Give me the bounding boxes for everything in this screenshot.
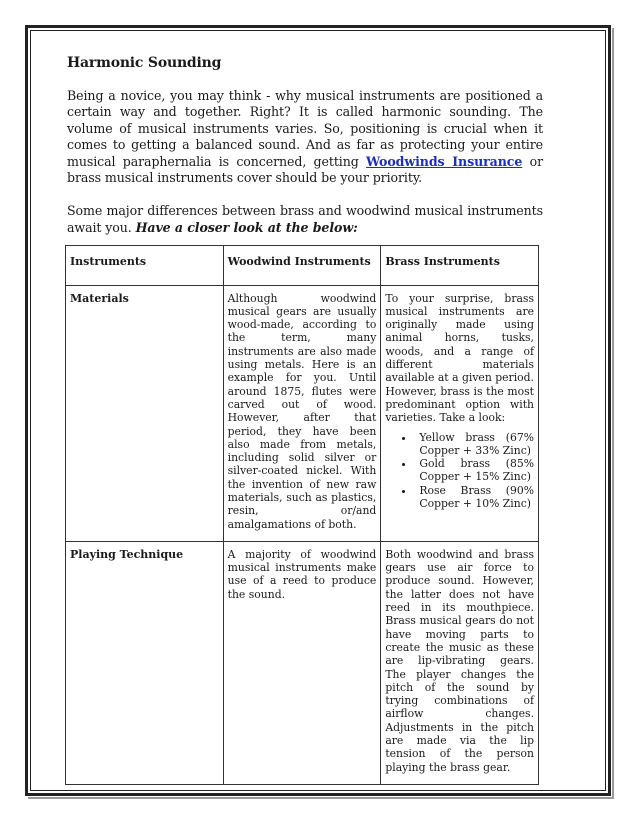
table-row-playing-technique — [66, 541, 539, 784]
document-body — [65, 55, 543, 785]
list-item: • Yellow brass (67% Copper + 33% Zinc) — [415, 431, 534, 458]
header-instruments: Instruments — [66, 246, 224, 285]
row-label-materials: Materials — [66, 285, 224, 541]
differences-paragraph — [67, 203, 543, 236]
differences-emphasis: Have a closer look at the below: — [135, 219, 358, 235]
list-item: • Gold brass (85% Copper + 15% Zinc) — [415, 457, 534, 484]
section-heading: Harmonic Sounding — [67, 55, 222, 71]
brass-technique-cell: Both woodwind and brass gears use air force to produce sound. However, the latter does not have reed in its mouthpiece. Brass musical gears do not have moving parts to create the music as these are lip-vibrating gears. The player changes the pitch of the sound by trying combinations of airflow changes. Adjustments in the pitch are made via the lip tension of the person playing the brass gear. — [381, 541, 539, 784]
woodwinds-insurance-link[interactable]: Woodwinds Insurance — [366, 153, 523, 169]
brass-materials-text: To your surprise, brass musical instruments are originally made using animal horns, tusks, woods, and a range of different materials available at a given period. However, brass is the most predominant option with varieties. Take a look: — [385, 291, 534, 425]
intro-text-after: or brass musical instruments cover should be your priority. — [67, 153, 543, 186]
header-brass: Brass Instruments — [381, 246, 539, 285]
table-header-row — [66, 246, 539, 285]
header-woodwind: Woodwind Instruments — [223, 246, 381, 285]
list-item: • Rose Brass (90% Copper + 10% Zinc) — [415, 484, 534, 511]
brass-varieties-list — [385, 431, 534, 511]
row-label-playing-technique: Playing Technique — [66, 541, 224, 784]
table-row-materials — [66, 285, 539, 541]
intro-text-before: Being a novice, you may think - why musical instruments are positioned a certain way and together. Right? It is called harmonic sounding. The volume of musical instruments varies. So, positioning is crucial when it comes to getting a balanced sound. And as far as protecting your entire musical paraphernalia is concerned, getting — [67, 88, 543, 169]
differences-text: Some major differences between brass and woodwind musical instruments await you. — [67, 203, 543, 235]
woodwind-materials-cell: Although woodwind musical gears are usually wood-made, according to the term, many instruments are also made using metals. Here is an example for you. Until around 1875, flutes were carved out of wood. However, after that period, they have been also made from metals, including solid silver or silver-coated nickel. With the invention of new raw materials, such as plastics, resin, or/and amalgamations of both. — [223, 285, 381, 541]
woodwind-technique-cell: A majority of woodwind musical instruments make use of a reed to produce the sound. — [223, 541, 381, 784]
intro-paragraph — [67, 88, 543, 186]
comparison-table — [65, 245, 539, 785]
brass-materials-cell — [381, 285, 539, 541]
